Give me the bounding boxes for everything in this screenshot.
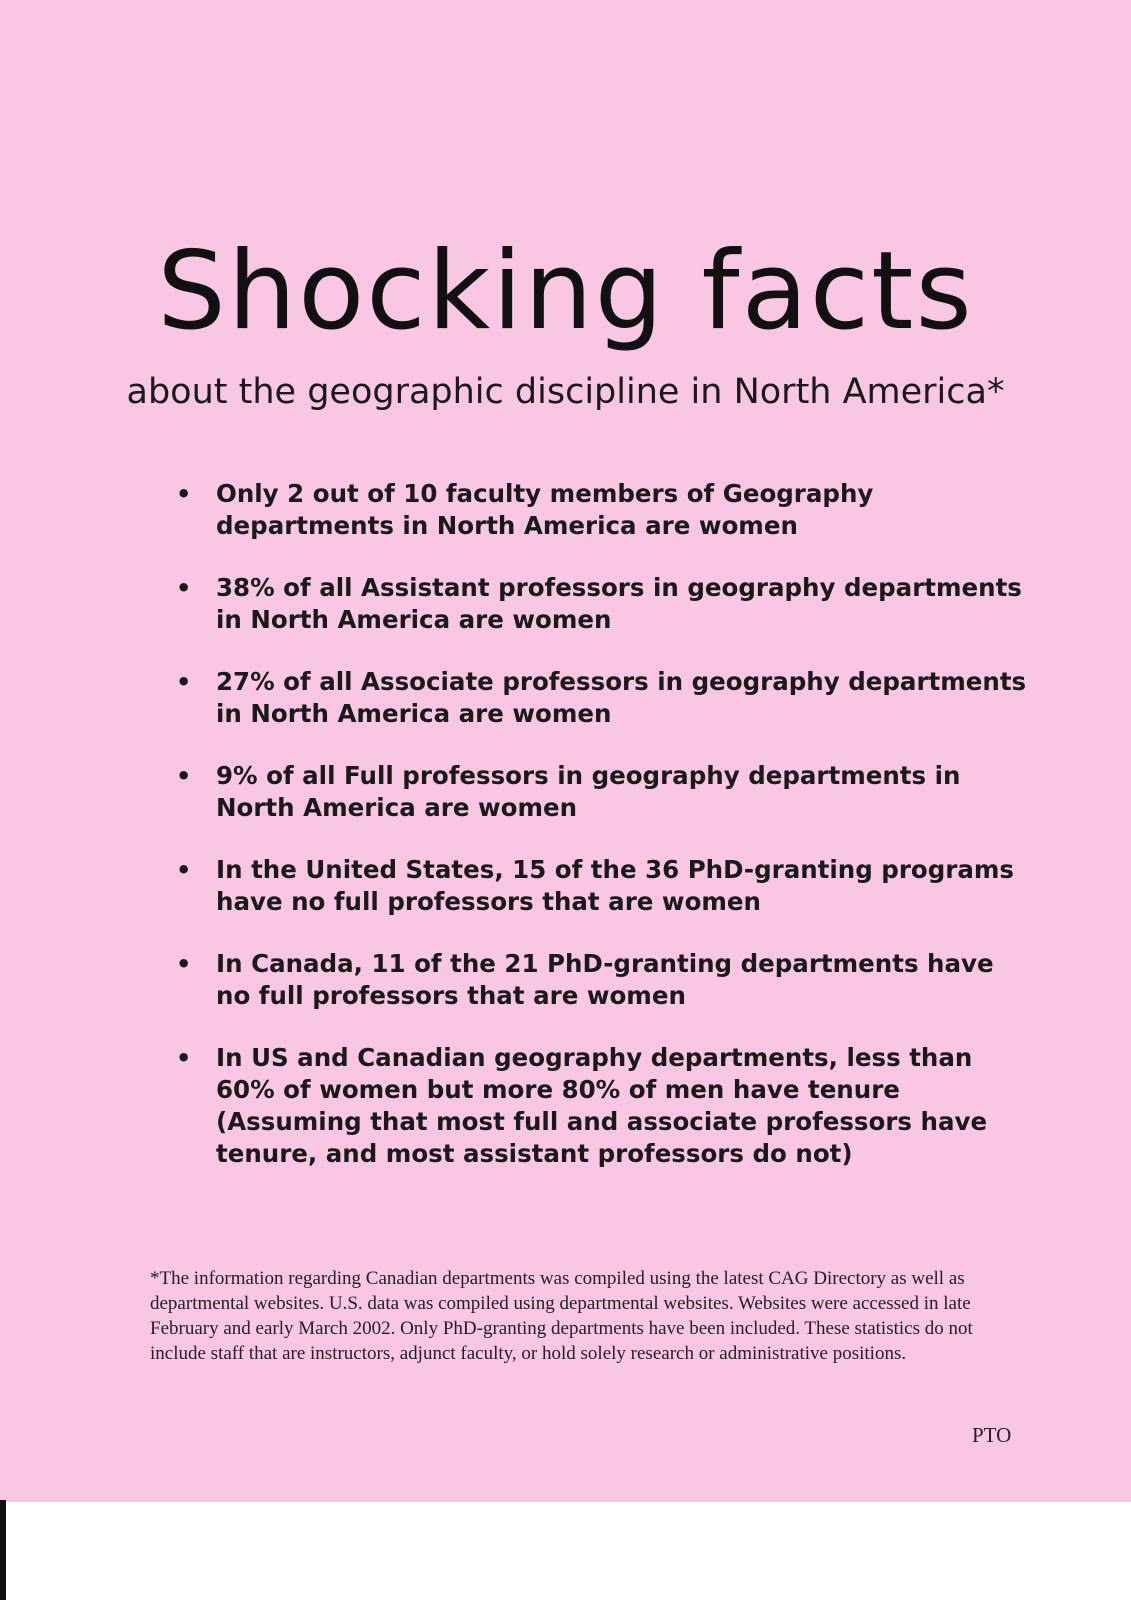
bullet-icon: • xyxy=(176,480,192,508)
bullet-icon: • xyxy=(176,668,192,696)
fact-item xyxy=(176,760,1036,824)
bullet-icon: • xyxy=(176,762,192,790)
fact-item xyxy=(176,854,1036,918)
bullet-icon: • xyxy=(176,574,192,602)
fact-text: 38% of all Assistant professors in geography departments in North America are women xyxy=(216,573,1022,634)
scan-edge-shadow xyxy=(0,1500,6,1600)
fact-text: In US and Canadian geography departments, less than 60% of women but more 80% of men have tenure (Assuming that most full and associate professors have tenure, and most assistant professors do not) xyxy=(216,1043,988,1168)
fact-text: In the United States, 15 of the 36 PhD-granting programs have no full professors that are women xyxy=(216,855,1015,916)
page-turn-marker: PTO xyxy=(972,1423,1012,1447)
bullet-icon: • xyxy=(176,1044,192,1072)
page-subtitle: about the geographic discipline in North America* xyxy=(126,372,1005,412)
fact-text: 27% of all Associate professors in geography departments in North America are women xyxy=(216,667,1027,728)
footnote: *The information regarding Canadian departments was compiled using the latest CAG Directory as well as departmental websites. U.S. data was compiled using departmental websites. Websites were accessed in late February and early March 2002. Only PhD-granting departments have been included. These statistics do not include staff that are instructors, adjunct faculty, or hold solely research or administrative positions. xyxy=(150,1268,973,1364)
fact-item xyxy=(176,572,1036,636)
facts-list xyxy=(176,478,1036,1200)
bullet-icon: • xyxy=(176,856,192,884)
fact-item xyxy=(176,666,1036,730)
fact-text: 9% of all Full professors in geography departments in North America are women xyxy=(216,761,961,822)
fact-item xyxy=(176,478,1036,542)
fact-text: In Canada, 11 of the 21 PhD-granting departments have no full professors that are women xyxy=(216,949,994,1010)
fact-text: Only 2 out of 10 faculty members of Geography departments in North America are women xyxy=(216,479,874,540)
page-title: Shocking facts xyxy=(157,229,974,354)
bullet-icon: • xyxy=(176,950,192,978)
fact-item xyxy=(176,1042,1036,1170)
fact-item xyxy=(176,948,1036,1012)
